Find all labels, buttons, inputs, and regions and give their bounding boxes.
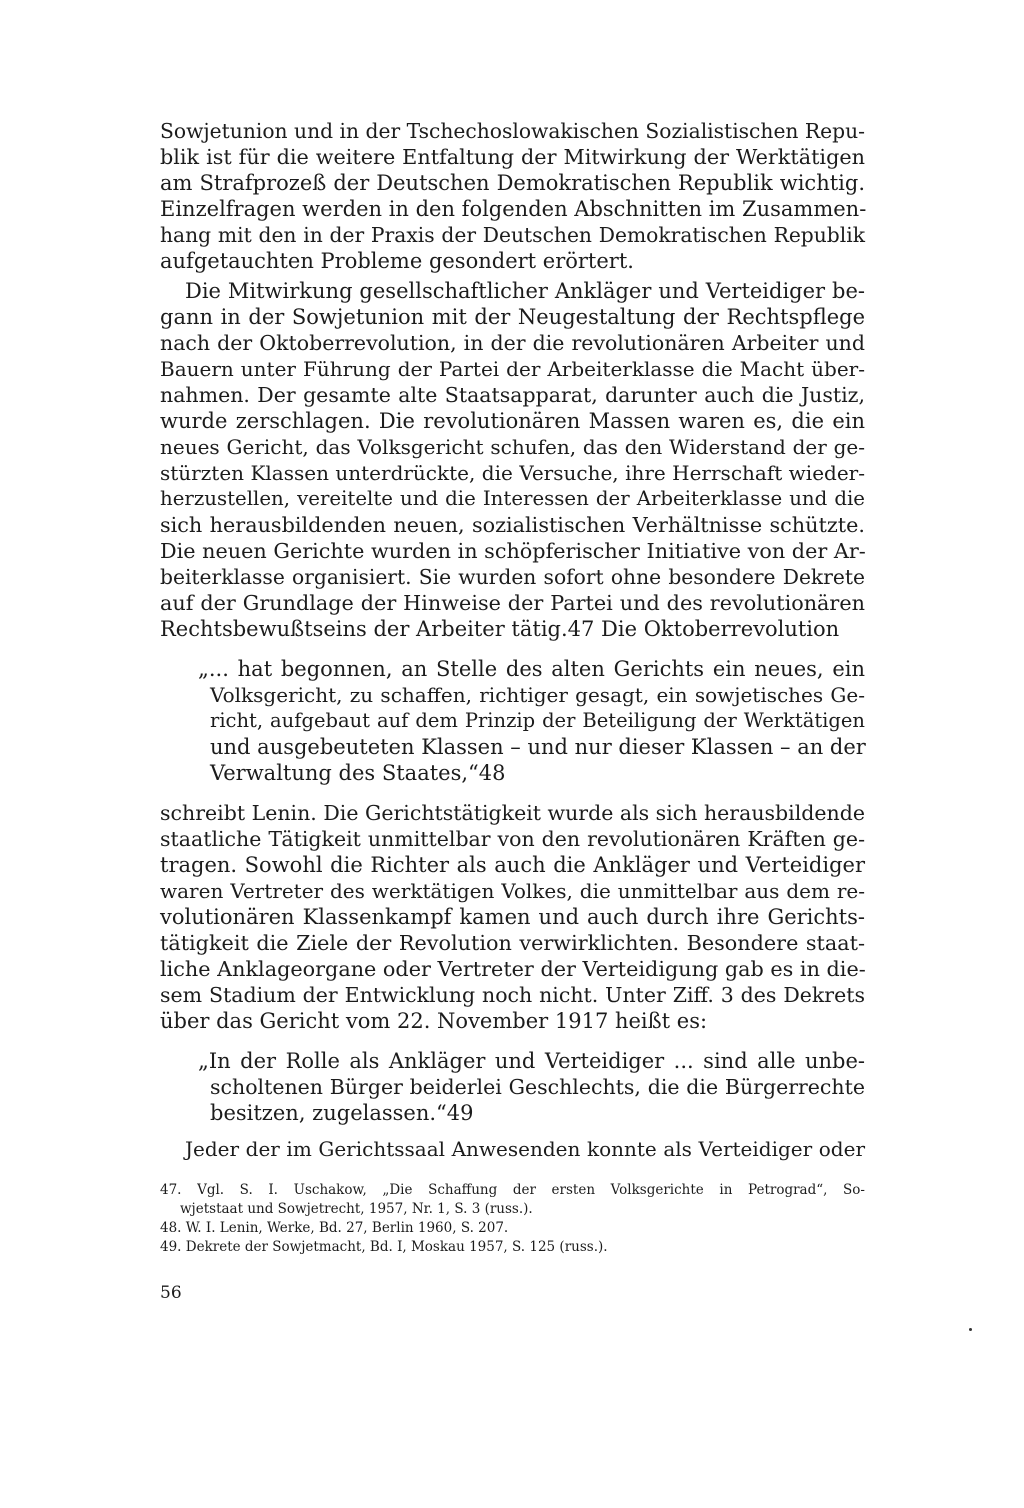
body-line: aufgetauchten Probleme gesondert erörtert. — [160, 249, 634, 273]
body-line: blik ist für die weitere Entfaltung der Mitwirkung der Werktätigen — [160, 145, 865, 169]
body-line: beiterklasse organisiert. Sie wurden sofort ohne besondere Dekrete — [160, 565, 865, 589]
page-number: 56 — [160, 1283, 182, 1303]
body-line: sem Stadium der Entwicklung noch nicht. Unter Ziff. 3 des Dekrets — [160, 983, 865, 1007]
quote-line: besitzen, zugelassen.“49 — [210, 1101, 474, 1125]
body-line: am Strafprozeß der Deutschen Demokratischen Republik wichtig. — [160, 171, 865, 195]
body-line: nahmen. Der gesamte alte Staatsapparat, darunter auch die Justiz, — [160, 383, 865, 407]
body-line: gann in der Sowjetunion mit der Neugestaltung der Rechtspflege — [160, 305, 865, 329]
body-line: Einzelfragen werden in den folgenden Abschnitten im Zusammen- — [160, 197, 867, 221]
body-line: Rechtsbewußtseins der Arbeiter tätig.47 Die Oktoberrevolution — [160, 617, 840, 641]
body-line: waren Vertreter des werktätigen Volkes, die unmittelbar aus dem re- — [160, 879, 865, 903]
body-line: über das Gericht vom 22. November 1917 heißt es: — [160, 1009, 708, 1033]
body-line: auf der Grundlage der Hinweise der Partei und des revolutionären — [160, 591, 865, 615]
body-line: Bauern unter Führung der Partei der Arbeiterklasse die Macht über- — [160, 357, 865, 381]
body-line: schreibt Lenin. Die Gerichtstätigkeit wurde als sich herausbildende — [160, 801, 865, 825]
quote-line: „... hat begonnen, an Stelle des alten Gerichts ein neues, ein — [198, 657, 865, 681]
footnote-line: 49. Dekrete der Sowjetmacht, Bd. I, Moskau 1957, S. 125 (russ.). — [160, 1239, 608, 1255]
footnote-line: 47. Vgl. S. I. Uschakow, „Die Schaffung der ersten Volksgerichte in Petrograd“, So- — [160, 1182, 865, 1198]
body-line: volutionären Klassenkampf kamen und auch durch ihre Gerichts- — [160, 905, 865, 929]
body-line: tragen. Sowohl die Richter als auch die Ankläger und Verteidiger — [160, 853, 865, 877]
body-line: Jeder der im Gerichtssaal Anwesenden konnte als Verteidiger oder — [185, 1137, 865, 1161]
body-line: liche Anklageorgane oder Vertreter der Verteidigung gab es in die- — [160, 957, 866, 981]
quote-line: scholtenen Bürger beiderlei Geschlechts, die die Bürgerrechte — [210, 1075, 865, 1099]
quote-line: „In der Rolle als Ankläger und Verteidiger ... sind alle unbe- — [198, 1049, 865, 1073]
body-line: wurde zerschlagen. Die revolutionären Massen waren es, die ein — [160, 409, 865, 433]
body-line: Die Mitwirkung gesellschaftlicher Ankläger und Verteidiger be- — [185, 279, 865, 303]
body-line: neues Gericht, das Volksgericht schufen, das den Widerstand der ge- — [160, 435, 865, 459]
body-line: tätigkeit die Ziele der Revolution verwirklichten. Besondere staat- — [160, 931, 865, 955]
body-line: Die neuen Gerichte wurden in schöpferischer Initiative von der Ar- — [160, 539, 866, 563]
body-line: hang mit den in der Praxis der Deutschen Demokratischen Republik — [160, 223, 865, 247]
body-line: sich herausbildenden neuen, sozialistischen Verhältnisse schützte. — [160, 513, 865, 537]
body-line: Sowjetunion und in der Tschechoslowakischen Sozialistischen Repu- — [160, 119, 865, 143]
body-line: stürzten Klassen unterdrückte, die Versuche, ihre Herrschaft wieder- — [160, 461, 865, 485]
body-line: nach der Oktoberrevolution, in der die revolutionären Arbeiter und — [160, 331, 865, 355]
quote-line: Volksgericht, zu schaffen, richtiger gesagt, ein sowjetisches Ge- — [210, 683, 865, 707]
footnote-line: 48. W. I. Lenin, Werke, Bd. 27, Berlin 1960, S. 207. — [160, 1220, 509, 1236]
body-line: staatliche Tätigkeit unmittelbar von den revolutionären Kräften ge- — [160, 827, 865, 851]
quote-line: und ausgebeuteten Klassen – und nur dieser Klassen – an der — [210, 735, 866, 759]
footnote-line: wjetstaat und Sowjetrecht, 1957, Nr. 1, S. 3 (russ.). — [180, 1201, 533, 1217]
quote-line: Verwaltung des Staates,“48 — [210, 761, 506, 785]
scan-speck — [969, 1328, 972, 1331]
quote-line: richt, aufgebaut auf dem Prinzip der Beteiligung der Werktätigen — [210, 709, 865, 732]
body-line: herzustellen, vereitelte und die Interessen der Arbeiterklasse und die — [160, 487, 865, 510]
